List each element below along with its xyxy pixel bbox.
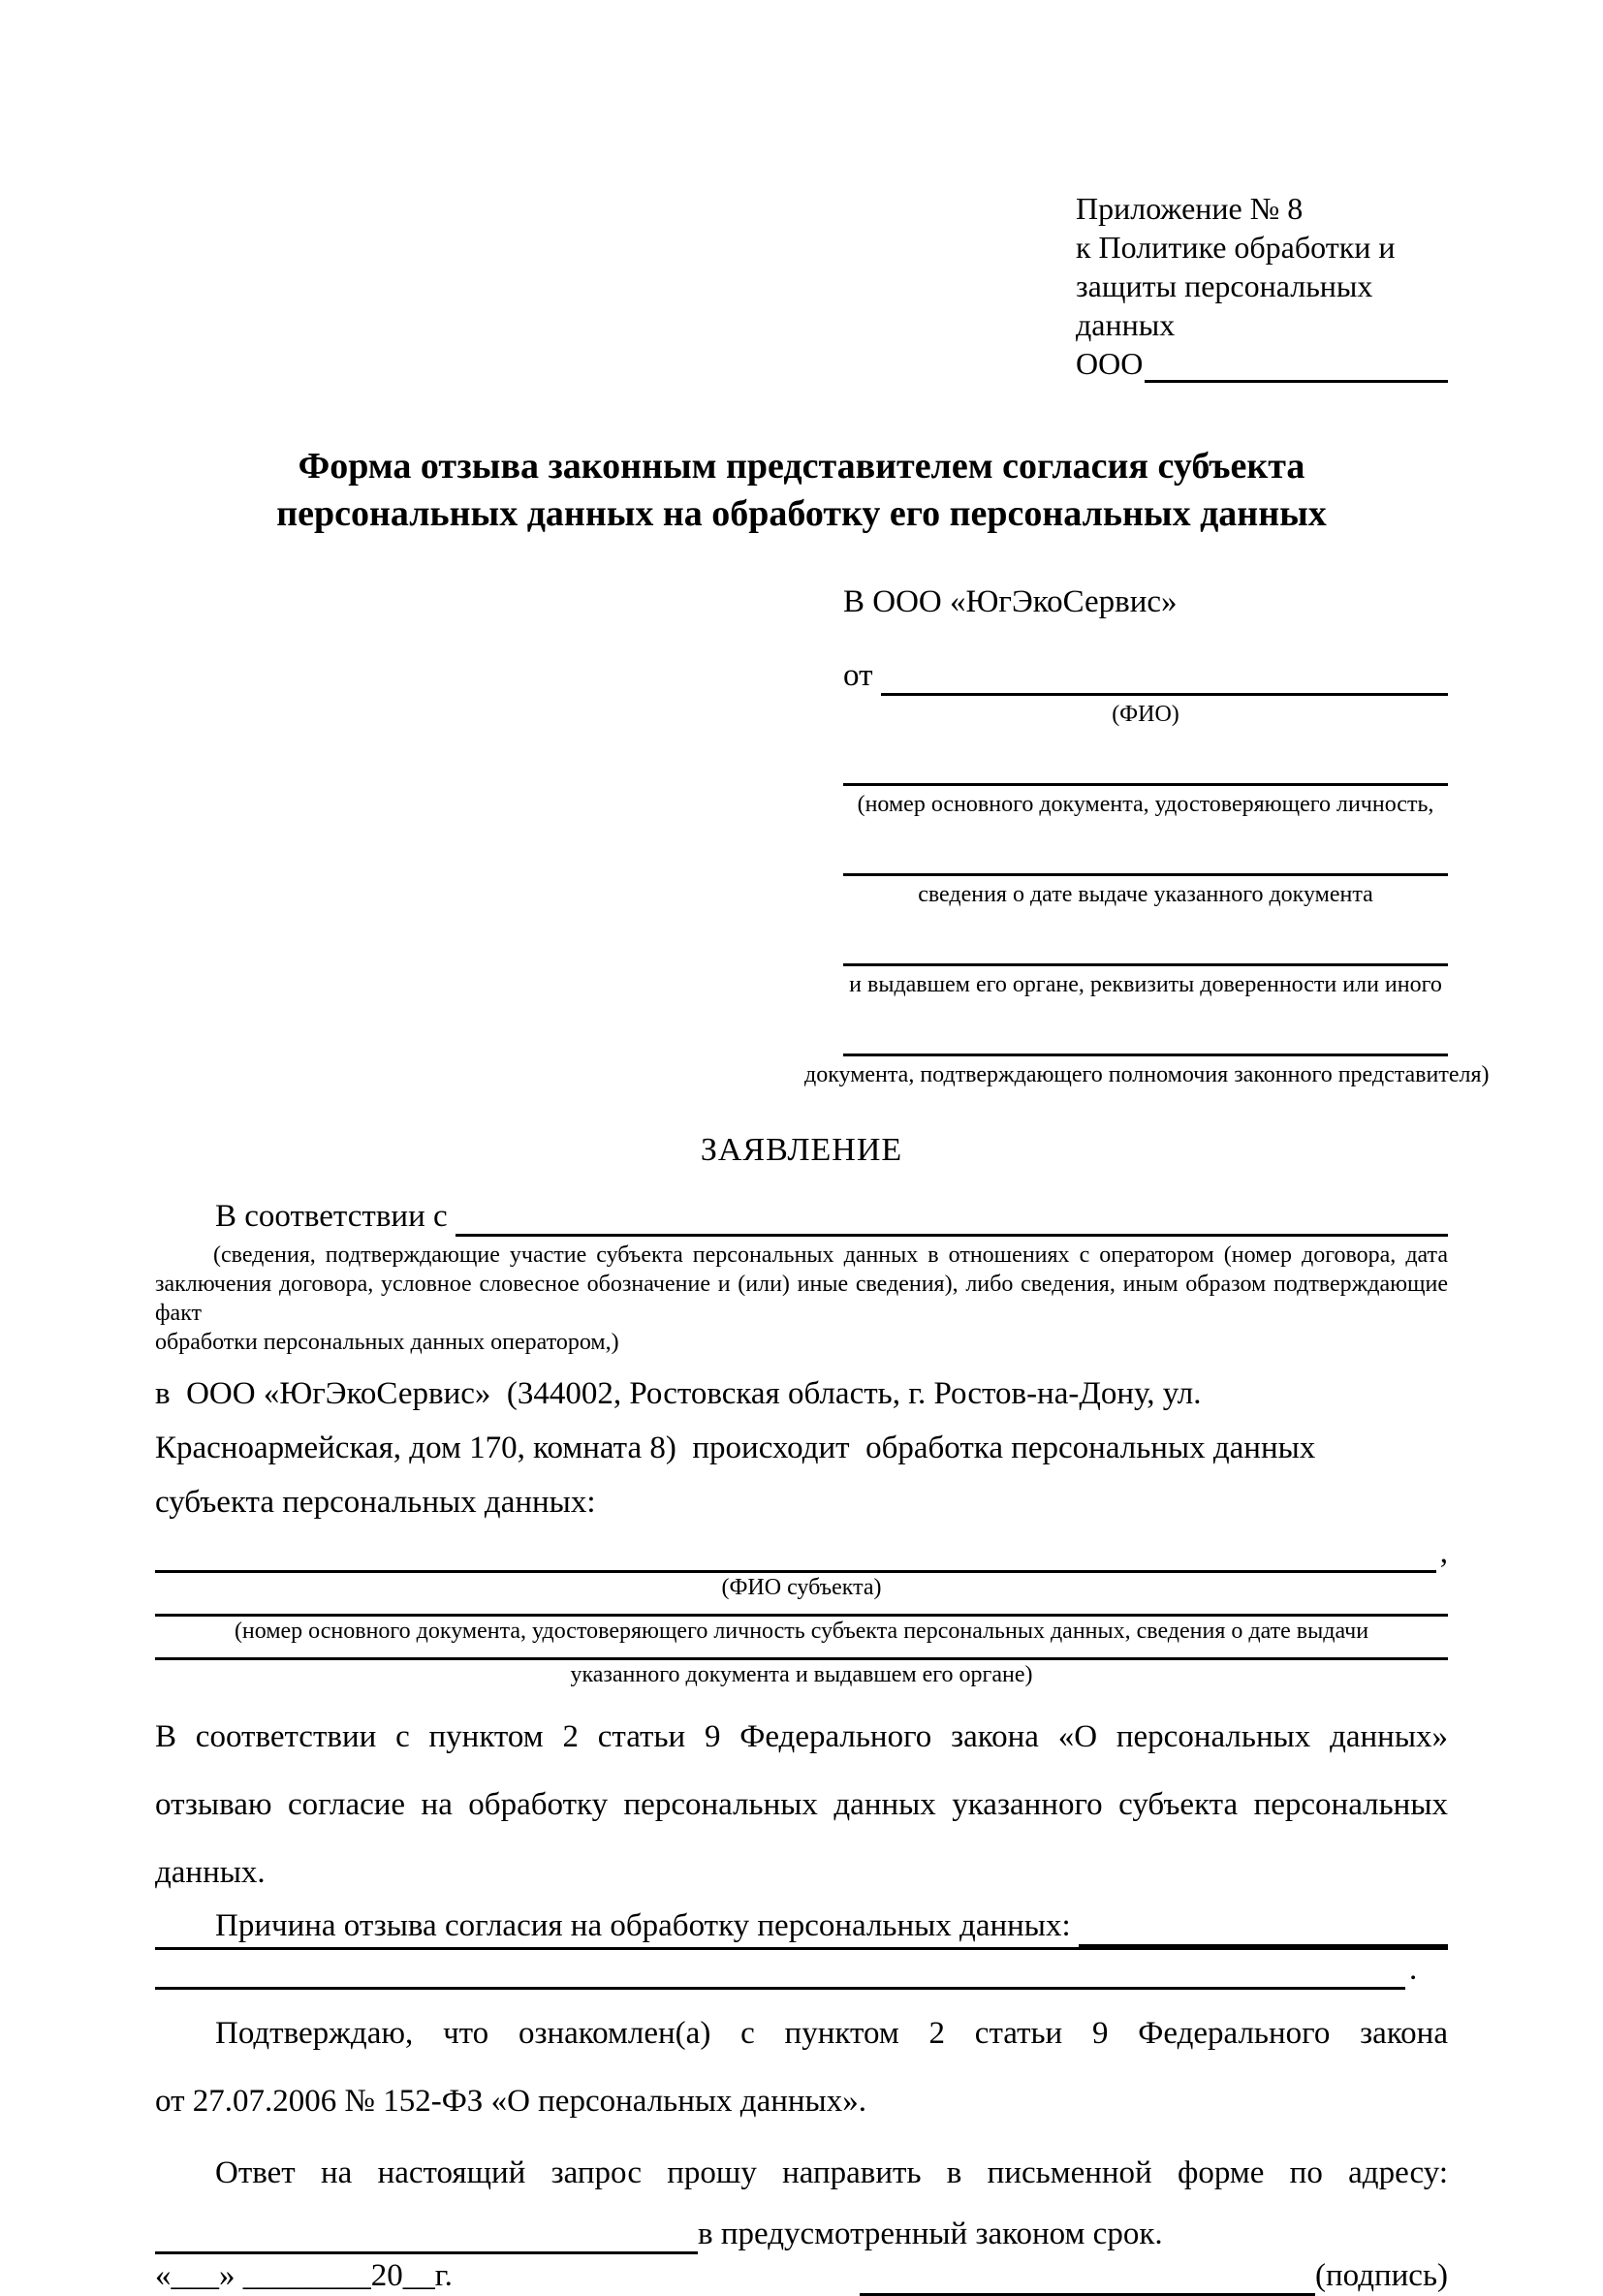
appendix-ooo-row (1076, 344, 1448, 383)
withdraw-line-2: отзываю согласие на обработку персональных данных указанного субъекта персональных (155, 1787, 1448, 1823)
footer-row (155, 2254, 1448, 2296)
confirm-line-1: Подтверждаю, что ознакомлен(а) с пунктом 2 статьи 9 Федерального закона (215, 2015, 1448, 2051)
statement-heading: ЗАЯВЛЕНИЕ (700, 1132, 903, 1169)
operator-line-2: Красноармейская, дом 170, комната 8) происходит обработка персональных данных (155, 1431, 1316, 1465)
reply-address-blank (155, 2212, 698, 2254)
subject-fio-row (155, 1533, 1448, 1573)
reason-period: . (1409, 1951, 1418, 1987)
form-title-line-1: Форма отзыва законным представителем согласия субъекта (298, 446, 1305, 487)
appendix-ooo-blank (1145, 380, 1448, 383)
confirm-line-2: от 27.07.2006 № 152-ФЗ «О персональных данных». (155, 2083, 866, 2119)
operator-line-3: субъекта персональных данных: (155, 1485, 596, 1520)
intro-label: В соответствии с (215, 1198, 448, 1234)
addressee-from-row (843, 651, 1448, 696)
caption-doc-1: (номер основного документа, удостоверяющего личность, (857, 792, 1434, 818)
date-line: «___» ________20__г. (155, 2257, 453, 2293)
form-title-line-2: персональных данных на обработку его персональных данных (276, 493, 1327, 534)
confirm-paragraph (155, 1999, 1448, 2135)
intro-note (155, 1241, 1448, 1357)
intro-row (155, 1197, 1448, 1237)
reply-suffix: в предусмотренный законом срок. (698, 2216, 1163, 2251)
signature-caption: (подпись) (1315, 2257, 1448, 2293)
intro-note-line-1: (сведения, подтверждающие участие субъекта персональных данных в отношениях с оператором (номер договора, дата (213, 1242, 1448, 1268)
reply-address-row (155, 2215, 1448, 2254)
caption-fio: (ФИО) (1112, 702, 1179, 728)
addressee-from-label: от (843, 658, 873, 693)
operator-paragraph (155, 1367, 1448, 1529)
appendix-line-3: защиты персональных данных (1076, 268, 1373, 342)
addressee-blank-4 (843, 1013, 1448, 1056)
addressee-blank-2 (843, 833, 1448, 876)
appendix-ooo-label: ООО (1076, 346, 1144, 381)
caption-doc-2: сведения о дате выдаче указанного документа (918, 882, 1373, 908)
caption-subject-doc-2: указанного документа и выдавшем его органе) (570, 1662, 1033, 1688)
reply-paragraph: Ответ на настоящий запрос прошу направить в письменной форме по адресу: (215, 2154, 1448, 2190)
caption-doc-4: документа, подтверждающего полномочия законного представителя) (804, 1062, 1490, 1088)
addressee-blank-1 (843, 742, 1448, 786)
reason-row (155, 1906, 1448, 1946)
caption-subject-doc-1: (номер основного документа, удостоверяющего личность субъекта персональных данных, сведения о дате выдачи (234, 1619, 1369, 1645)
appendix-line-2: к Политике обработки и (1076, 230, 1396, 265)
intro-note-line-2: заключения договора, условное словесное обозначение и (или) иные сведения), либо сведения, иным образом подтверждающие факт (155, 1272, 1448, 1326)
addressee-blank-3 (843, 923, 1448, 966)
addressee-to: В ООО «ЮгЭкоСервис» (843, 584, 1178, 619)
reason-blank-line-2 (155, 1950, 1448, 1990)
signature-blank (860, 2254, 1315, 2296)
subject-fio-comma: , (1439, 1535, 1448, 1570)
addressee-block (804, 582, 1490, 1089)
withdraw-line-3: данных. (155, 1855, 266, 1891)
appendix-line-1: Приложение № 8 (1076, 191, 1304, 226)
reason-blank-line-2-segment (155, 1947, 1405, 1990)
appendix-block (1076, 189, 1448, 383)
addressee-from-blank (881, 693, 1449, 696)
operator-line-1: в ООО «ЮгЭкоСервис» (344002, Ростовская область, г. Ростов-на-Дону, ул. (155, 1376, 1202, 1411)
form-title (155, 443, 1448, 538)
caption-subject-fio: (ФИО субъекта) (721, 1575, 882, 1601)
withdraw-paragraph (155, 1703, 1448, 1906)
signature-block (860, 2254, 1448, 2296)
reason-label: Причина отзыва согласия на обработку персональных данных: (215, 1908, 1071, 1944)
intro-blank (456, 1234, 1448, 1237)
intro-note-line-3: обработки персональных данных оператором,) (155, 1330, 619, 1355)
caption-doc-3: и выдавшем его органе, реквизиты доверенности или иного (849, 972, 1442, 998)
withdraw-line-1: В соответствии с пунктом 2 статьи 9 Федерального закона «О персональных данных» (155, 1719, 1448, 1755)
